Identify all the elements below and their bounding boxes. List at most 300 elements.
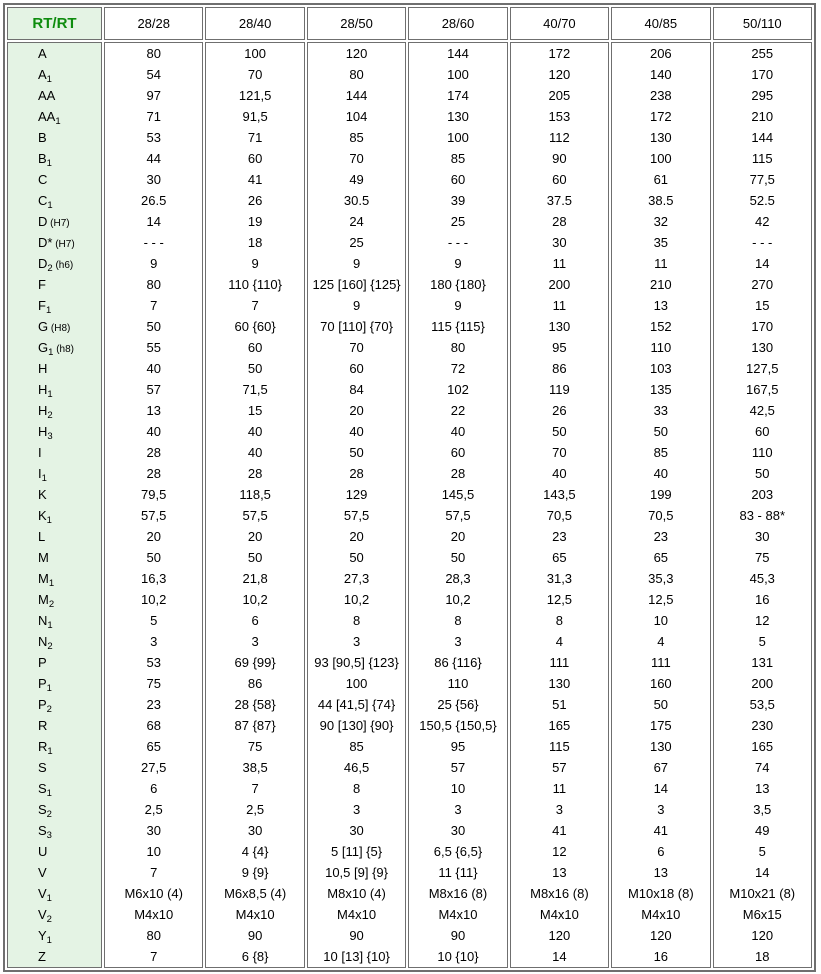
data-column-40-70 [510, 42, 609, 968]
cell-value: 7 [150, 298, 158, 313]
cell-value: 3,5 [753, 802, 772, 817]
cell-value: 49 [349, 172, 364, 187]
cell-value: 53 [146, 655, 161, 670]
cell-value: 16 [653, 949, 669, 964]
cell-value: 112 [549, 130, 570, 145]
cell-value: 167,5 [745, 382, 779, 397]
cell-value: 200 [751, 676, 774, 691]
dimension-table [3, 3, 816, 972]
cell-value: 33 [653, 403, 669, 418]
cell-value: 53 [146, 130, 161, 145]
cell-value: 3 [454, 634, 462, 649]
cell-value: 14 [146, 214, 161, 229]
column-header-40-85: 40/85 [611, 7, 710, 40]
cell-value: 5 [758, 634, 766, 649]
row-label: F [38, 277, 46, 292]
cell-value: 27,5 [141, 760, 167, 775]
cell-value: 7 [150, 949, 158, 964]
cell-value: 27,3 [343, 571, 370, 586]
cell-value: 37.5 [546, 193, 573, 208]
cell-value: 40 [146, 424, 161, 439]
cell-value: 50 [146, 319, 161, 334]
cell-value: 30 [247, 823, 263, 838]
row-label: $H_1$ [38, 382, 53, 400]
data-column-50-110 [713, 42, 812, 968]
cell-value: 74 [755, 760, 770, 775]
body-row [7, 42, 812, 968]
cell-value: 100 [345, 676, 368, 691]
cell-value: 30 [552, 235, 567, 250]
column-header-28-50: 28/50 [307, 7, 406, 40]
cell-value: 72 [450, 361, 466, 376]
cell-value: 20 [349, 529, 364, 544]
cell-value: 170 [751, 319, 774, 334]
cell-value: 50 [450, 550, 466, 565]
cell-value: 130 [548, 676, 571, 691]
cell-value: 80 [349, 67, 364, 82]
row-label: $D_2$ (h6) [38, 256, 74, 274]
cell-value: 87 {87} [234, 718, 276, 733]
cell-value: 9 [454, 256, 462, 271]
cell-value: 60 [247, 340, 263, 355]
row-label: $N_1$ [38, 613, 53, 631]
cell-value: 100 [244, 46, 266, 61]
cell-value: 110 [447, 676, 469, 691]
cell-value: 28 [146, 445, 161, 460]
cell-value: 15 [247, 403, 263, 418]
cell-value: 50 [349, 550, 364, 565]
cell-value: 5 [11] {5} [331, 844, 383, 859]
cell-value: 14 [755, 865, 770, 880]
cell-value: 144 [751, 130, 774, 145]
cell-value: 144 [447, 46, 469, 61]
column-header-28-60: 28/60 [408, 7, 507, 40]
cell-value: 118,5 [239, 487, 271, 502]
cell-value: 49 [755, 823, 770, 838]
cell-value: 115 [751, 151, 773, 166]
cell-value: 38.5 [648, 193, 674, 208]
cell-value: 20 [349, 403, 364, 418]
row-label: $A_1$ [38, 67, 52, 85]
cell-value: 57 [146, 382, 161, 397]
cell-value: 174 [447, 88, 469, 103]
cell-value: 23 [146, 697, 161, 712]
cell-value: 86 [552, 361, 567, 376]
cell-value: M8x10 (4) [327, 886, 386, 901]
cell-value: 57,5 [242, 508, 268, 523]
row-labels-cell [7, 42, 102, 968]
cell-value: 60 [247, 151, 263, 166]
row-label: U [38, 844, 48, 859]
row-label: D* (H7) [38, 235, 75, 250]
cell-value: 130 [751, 340, 774, 355]
column-header-28-28: 28/28 [104, 7, 203, 40]
cell-value: 160 [649, 676, 672, 691]
cell-value: 3 [150, 634, 158, 649]
cell-value: 16,3 [141, 571, 167, 586]
cell-value: 10 [653, 613, 669, 628]
cell-value: 3 [352, 802, 361, 817]
cell-value: 127,5 [745, 361, 779, 376]
cell-value: 90 [130] {90} [319, 718, 394, 733]
cell-value: 97 [146, 88, 161, 103]
cell-value: 50 [653, 424, 669, 439]
cell-value: 25 [349, 235, 364, 250]
cell-value: 85 [653, 445, 669, 460]
cell-value: 10,2 [445, 592, 471, 607]
row-label: $M_2$ [38, 592, 55, 610]
cell-value: 80 [146, 277, 161, 292]
row-label: $S_3$ [38, 823, 52, 841]
cell-value: 14 [755, 256, 770, 271]
cell-value: M6x10 (4) [124, 886, 183, 901]
cell-value: 13 [755, 781, 770, 796]
row-label: $R_1$ [38, 739, 53, 757]
cell-value: 13 [552, 865, 567, 880]
cell-value: 255 [751, 46, 774, 61]
cell-value: 143,5 [543, 487, 576, 502]
cell-value: 28 {58} [234, 697, 276, 712]
cell-value: 55 [146, 340, 161, 355]
cell-value: 129 [345, 487, 368, 502]
cell-value: 75 [755, 550, 770, 565]
cell-value: 172 [649, 109, 672, 124]
cell-value: 35,3 [648, 571, 674, 586]
cell-value: 71 [247, 130, 263, 145]
cell-value: M4x10 [337, 907, 377, 922]
row-label: $P_2$ [38, 697, 52, 715]
row-label: B [38, 130, 47, 145]
cell-value: 8 [352, 781, 361, 796]
row-label: G (H8) [38, 319, 71, 334]
cell-value: 65 [552, 550, 567, 565]
cell-value: 38,5 [242, 760, 268, 775]
cell-value: 57,5 [141, 508, 167, 523]
cell-value: 71,5 [242, 382, 268, 397]
cell-value: 85 [349, 739, 364, 754]
cell-value: 26.5 [141, 193, 167, 208]
cell-value: 130 [447, 109, 469, 124]
cell-value: 9 {9} [241, 865, 269, 880]
cell-value: M8x16 (8) [428, 886, 488, 901]
cell-value: 30 [146, 172, 161, 187]
cell-value: 61 [653, 172, 669, 187]
cell-value: 115 {115} [431, 319, 485, 334]
cell-value: 175 [649, 718, 672, 733]
cell-value: 10 [146, 844, 161, 859]
row-label: D (H7) [38, 214, 70, 229]
cell-value: 40 [349, 424, 364, 439]
cell-value: 32 [653, 214, 669, 229]
cell-value: 144 [345, 88, 368, 103]
cell-value: 71 [146, 109, 161, 124]
cell-value: 90 [552, 151, 567, 166]
cell-value: 18 [247, 235, 263, 250]
row-label: $S_2$ [38, 802, 52, 820]
cell-value: 120 [345, 46, 368, 61]
cell-value: 8 [454, 613, 462, 628]
cell-value: 30 [146, 823, 161, 838]
cell-value: 3 [657, 802, 665, 817]
cell-value: 90 [247, 928, 263, 943]
cell-value: 121,5 [238, 88, 272, 103]
cell-value: - - - [143, 235, 164, 250]
cell-value: 4 {4} [241, 844, 269, 859]
cell-value: 30 [450, 823, 466, 838]
cell-value: 2,5 [144, 802, 163, 817]
data-column-28-40 [205, 42, 304, 968]
cell-value: 111 [549, 655, 570, 670]
cell-value: 80 [450, 340, 466, 355]
cell-value: 119 [549, 382, 570, 397]
cell-value: 86 [247, 676, 263, 691]
cell-value: 70 [247, 67, 263, 82]
cell-value: 30.5 [343, 193, 370, 208]
row-label: $H_2$ [38, 403, 53, 421]
cell-value: 50 [755, 466, 770, 481]
cell-value: 70,5 [546, 508, 573, 523]
cell-value: 85 [349, 130, 364, 145]
cell-value: 7 [150, 865, 158, 880]
cell-value: 120 [548, 67, 571, 82]
cell-value: 238 [649, 88, 672, 103]
row-label: $K_1$ [38, 508, 52, 526]
row-label: $G_1$ (h8) [38, 340, 74, 358]
cell-value: 100 [649, 151, 672, 166]
row-label: I [38, 445, 42, 460]
cell-value: 206 [649, 46, 672, 61]
row-label: L [38, 529, 46, 544]
cell-value: 57 [450, 760, 466, 775]
corner-header-cell: RT/RT [7, 7, 102, 40]
cell-value: 50 [552, 424, 567, 439]
cell-value: 11 [552, 256, 567, 271]
cell-value: 50 [247, 361, 263, 376]
cell-value: M10x21 (8) [729, 886, 796, 901]
cell-value: 10,2 [242, 592, 268, 607]
cell-value: M8x16 (8) [530, 886, 589, 901]
cell-value: 110 {110} [228, 277, 282, 292]
cell-value: 60 [552, 172, 567, 187]
cell-value: 115 [549, 739, 570, 754]
cell-value: 40 [653, 466, 669, 481]
cell-value: 28 [146, 466, 161, 481]
cell-value: 77,5 [749, 172, 775, 187]
cell-value: 31,3 [546, 571, 573, 586]
cell-value: 40 [552, 466, 567, 481]
row-label: $B_1$ [38, 151, 52, 169]
cell-value: 84 [349, 382, 364, 397]
cell-value: 40 [247, 424, 263, 439]
cell-value: 70 [552, 445, 567, 460]
cell-value: 28 [450, 466, 466, 481]
row-label: S [38, 760, 47, 775]
data-column-28-50 [307, 42, 406, 968]
cell-value: 130 [649, 739, 672, 754]
row-label: AA [38, 88, 56, 103]
cell-value: 110 [751, 445, 773, 460]
cell-value: 20 [450, 529, 466, 544]
cell-value: 51 [552, 697, 567, 712]
cell-value: 10 [13] {10} [323, 949, 390, 964]
cell-value: 54 [146, 67, 161, 82]
cell-value: 5 [758, 844, 766, 859]
cell-value: 50 [146, 550, 161, 565]
cell-value: 7 [251, 781, 259, 796]
row-label: A [38, 46, 47, 61]
cell-value: 9 [454, 298, 462, 313]
cell-value: 53,5 [749, 697, 775, 712]
cell-value: 6 [657, 844, 665, 859]
cell-value: 14 [653, 781, 669, 796]
cell-value: 19 [247, 214, 263, 229]
cell-value: 23 [552, 529, 567, 544]
cell-value: 28 [247, 466, 263, 481]
cell-value: 83 - 88* [739, 508, 786, 523]
cell-value: 4 [555, 634, 564, 649]
cell-value: 130 [548, 319, 571, 334]
cell-value: 3 [555, 802, 564, 817]
cell-value: 4 [657, 634, 665, 649]
cell-value: 9 [352, 256, 361, 271]
cell-value: M4x10 [641, 907, 681, 922]
row-label: $H_3$ [38, 424, 53, 442]
cell-value: 205 [548, 88, 571, 103]
cell-value: 79,5 [141, 487, 167, 502]
data-column-40-85 [611, 42, 710, 968]
cell-value: 125 [160] {125} [312, 277, 401, 292]
cell-value: 24 [349, 214, 364, 229]
cell-value: 180 {180} [430, 277, 486, 292]
cell-value: 102 [447, 382, 469, 397]
cell-value: 50 [247, 550, 263, 565]
cell-value: 150,5 {150,5} [419, 718, 497, 733]
cell-value: 26 [552, 403, 567, 418]
cell-value: 103 [649, 361, 672, 376]
cell-value: 57,5 [343, 508, 370, 523]
cell-value: 67 [653, 760, 669, 775]
cell-value: 6 {8} [241, 949, 269, 964]
cell-value: 28 [349, 466, 364, 481]
cell-value: 16 [755, 592, 770, 607]
cell-value: 70 [110] {70} [320, 319, 393, 334]
cell-value: 3 [454, 802, 462, 817]
cell-value: 10 {10} [437, 949, 479, 964]
cell-value: M4x10 [235, 907, 275, 922]
cell-value: 60 [349, 361, 364, 376]
row-label: $N_2$ [38, 634, 53, 652]
cell-value: 13 [146, 403, 161, 418]
cell-value: 60 {60} [234, 319, 276, 334]
cell-value: 14 [552, 949, 567, 964]
cell-value: 13 [653, 298, 669, 313]
cell-value: M6x8,5 (4) [224, 886, 287, 901]
cell-value: 7 [251, 298, 259, 313]
cell-value: 95 [450, 739, 466, 754]
cell-value: 8 [352, 613, 361, 628]
cell-value: 70,5 [648, 508, 674, 523]
cell-value: 199 [649, 487, 672, 502]
cell-value: 145,5 [441, 487, 475, 502]
cell-value: 70 [349, 151, 364, 166]
cell-value: 172 [548, 46, 571, 61]
cell-value: 165 [751, 739, 774, 754]
cell-value: 210 [649, 277, 672, 292]
cell-value: M4x10 [539, 907, 579, 922]
cell-value: 11 [552, 298, 567, 313]
cell-value: M4x10 [438, 907, 478, 922]
cell-value: 35 [653, 235, 669, 250]
row-label: H [38, 361, 48, 376]
data-column-28-28 [104, 42, 203, 968]
cell-value: 104 [345, 109, 368, 124]
cell-value: M10x18 (8) [627, 886, 694, 901]
cell-value: 26 [247, 193, 263, 208]
cell-value: 6,5 {6,5} [433, 844, 483, 859]
cell-value: 60 [450, 445, 466, 460]
cell-value: 65 [146, 739, 161, 754]
cell-value: 10,2 [343, 592, 370, 607]
row-label: $S_1$ [38, 781, 52, 799]
cell-value: 68 [146, 718, 161, 733]
cell-value: - - - [752, 235, 773, 250]
cell-value: 11 [552, 781, 567, 796]
cell-value: 5 [150, 613, 158, 628]
cell-value: 57,5 [445, 508, 471, 523]
cell-value: 46,5 [343, 760, 370, 775]
cell-value: 60 [450, 172, 466, 187]
cell-value: 15 [755, 298, 770, 313]
cell-value: 12 [552, 844, 567, 859]
cell-value: 28,3 [445, 571, 471, 586]
data-column-28-60 [408, 42, 507, 968]
row-label: M [38, 550, 49, 565]
cell-value: 28 [552, 214, 567, 229]
cell-value: 111 [650, 655, 671, 670]
cell-value: 6 [150, 781, 158, 796]
cell-value: 6 [251, 613, 259, 628]
cell-value: 120 [548, 928, 571, 943]
cell-value: 9 [150, 256, 158, 271]
cell-value: 57 [552, 760, 567, 775]
cell-value: 45,3 [749, 571, 775, 586]
cell-value: 85 [450, 151, 466, 166]
cell-value: 25 [450, 214, 466, 229]
row-label: $P_1$ [38, 676, 52, 694]
cell-value: 2,5 [246, 802, 265, 817]
cell-value: 140 [649, 67, 672, 82]
row-label: P [38, 655, 47, 670]
cell-value: 70 [349, 340, 364, 355]
row-label: R [38, 718, 48, 733]
cell-value: 153 [548, 109, 571, 124]
cell-value: 12,5 [546, 592, 573, 607]
cell-value: 10 [450, 781, 466, 796]
cell-value: M6x15 [742, 907, 782, 922]
cell-value: 130 [649, 130, 672, 145]
cell-value: 120 [649, 928, 672, 943]
cell-value: 21,8 [242, 571, 268, 586]
cell-value: 200 [548, 277, 571, 292]
cell-value: 230 [751, 718, 774, 733]
cell-value: 39 [450, 193, 466, 208]
row-label: $Y_1$ [38, 928, 52, 946]
cell-value: 40 [450, 424, 466, 439]
cell-value: 44 [146, 151, 161, 166]
cell-value: 41 [552, 823, 567, 838]
cell-value: 18 [755, 949, 770, 964]
cell-value: 13 [653, 865, 669, 880]
